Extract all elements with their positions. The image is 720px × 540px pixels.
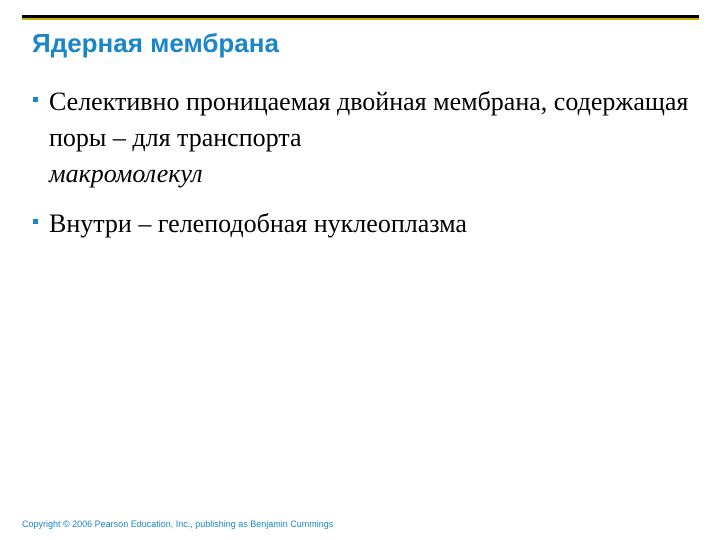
bullet-item xyxy=(32,84,692,192)
bullet-item xyxy=(32,206,692,242)
square-bullet-icon xyxy=(33,219,38,224)
bullet-emphasis-text: макромолекул xyxy=(49,159,203,188)
square-bullet-icon xyxy=(33,97,38,102)
bullet-text: Внутри – гелеподобная нуклеоплазма xyxy=(49,209,467,238)
copyright-footer: Copyright © 2006 Pearson Education, Inc., publishing as Benjamin Cummings xyxy=(22,519,334,529)
slide-title: Ядерная мембрана xyxy=(32,28,279,58)
bullet-list xyxy=(32,84,692,256)
bullet-text: Селективно проницаемая двойная мембрана, содержащая поры – для транспорта xyxy=(49,87,689,152)
top-rule-accent xyxy=(22,18,699,20)
